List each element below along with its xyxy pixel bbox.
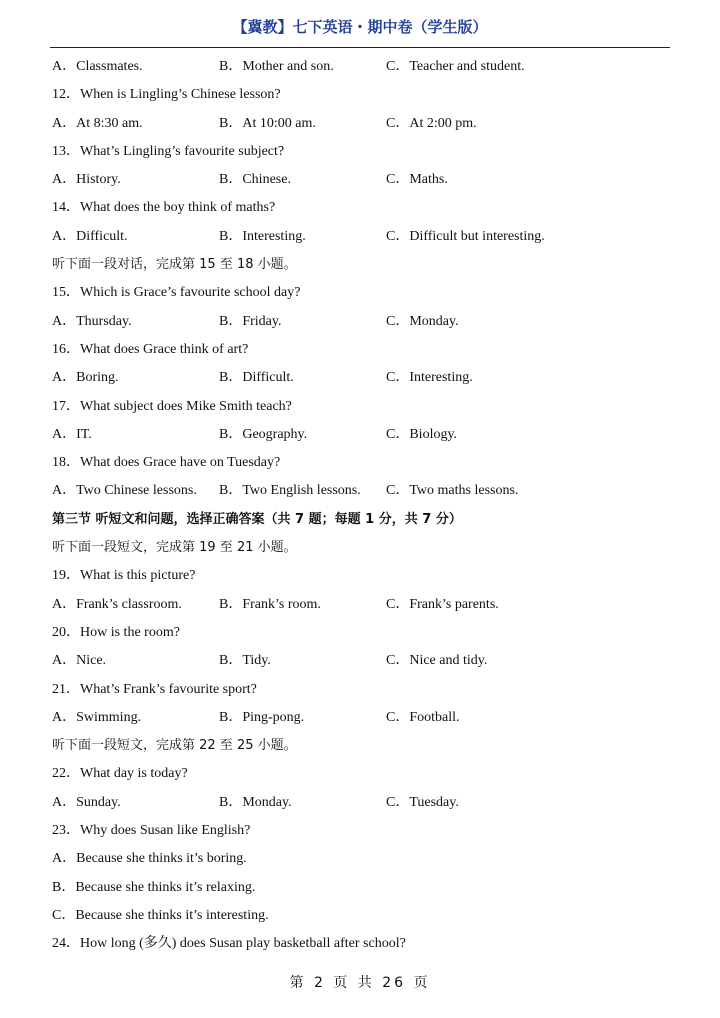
question-text: 12．When is Lingling’s Chinese lesson?	[52, 87, 281, 103]
answer-options-row	[52, 477, 672, 505]
option-a: A．At 8:30 am.	[52, 115, 143, 131]
option-b: B．Ping-pong.	[219, 709, 305, 725]
section-heading: 第三节 听短文和问题，选择正确答案（共 7 题；每题 1 分，共 7 分）	[52, 511, 462, 527]
option-a: A．Sunday.	[52, 794, 121, 810]
question-text: C．Because she thinks it’s interesting.	[52, 907, 269, 923]
option-c: C．Biology.	[386, 426, 458, 442]
option-a: A．Classmates.	[52, 59, 143, 74]
question-text: 24．How long (多久) does Susan play basketball after school?	[52, 936, 406, 952]
option-b: B．Difficult.	[219, 370, 294, 386]
question-text: 14．What does the boy think of maths?	[52, 200, 276, 216]
answer-options-row	[52, 591, 672, 619]
question-text: 13．What’s Lingling’s favourite subject?	[52, 143, 285, 159]
answer-options-row	[52, 308, 672, 336]
question-text: A．Because she thinks it’s boring.	[52, 851, 247, 867]
answer-options-row	[52, 647, 672, 675]
option-c: C．Interesting.	[386, 370, 473, 386]
answer-options-row	[52, 704, 672, 732]
instruction-text: 听下面一段对话，完成第 15 至 18 小题。	[52, 257, 297, 273]
option-b: B．Chinese.	[219, 172, 291, 188]
option-c: C．Tuesday.	[386, 794, 459, 810]
question-text: 16．What does Grace think of art?	[52, 341, 249, 357]
question-text: 20．How is the room?	[52, 624, 180, 640]
option-b: B．At 10:00 am.	[219, 115, 316, 131]
option-c: C．Football.	[386, 709, 460, 725]
option-a: A．Difficult.	[52, 228, 128, 244]
option-a: A．Boring.	[52, 370, 119, 386]
answer-options-row	[52, 789, 672, 817]
header-rule	[50, 47, 670, 48]
answer-options-row	[52, 166, 672, 194]
page-header: 【冀教】七下英语・期中卷（学生版）	[232, 18, 488, 36]
question-text: 22．What day is today?	[52, 766, 188, 782]
question-text: 15．Which is Grace’s favourite school day?	[52, 285, 301, 301]
answer-options-row	[52, 421, 672, 449]
option-a: A．IT.	[52, 426, 92, 442]
answer-options-row	[52, 364, 672, 392]
question-text: 18．What does Grace have on Tuesday?	[52, 455, 281, 471]
option-c: C．Frank’s parents.	[386, 596, 499, 612]
option-a: A．History.	[52, 172, 121, 188]
option-b: B．Monday.	[219, 794, 292, 810]
option-c: C．Monday.	[386, 313, 459, 329]
option-b: B．Tidy.	[219, 653, 271, 669]
question-list	[52, 53, 672, 959]
option-a: A．Frank’s classroom.	[52, 596, 182, 612]
option-a: A．Swimming.	[52, 709, 142, 725]
option-c: C．Teacher and student.	[386, 59, 525, 74]
option-c: C．Two maths lessons.	[386, 483, 519, 499]
option-b: B．Friday.	[219, 313, 282, 329]
question-text: B．Because she thinks it’s relaxing.	[52, 879, 256, 895]
answer-options-row	[52, 53, 672, 81]
option-c: C．Maths.	[386, 172, 448, 188]
question-text: 19．What is this picture?	[52, 568, 196, 584]
question-text: 17．What subject does Mike Smith teach?	[52, 398, 292, 414]
option-c: C．Difficult but interesting.	[386, 228, 545, 244]
question-text: 21．What’s Frank’s favourite sport?	[52, 681, 257, 697]
page-number: 第 2 页 共 26 页	[289, 975, 431, 991]
option-b: B．Frank’s room.	[219, 596, 321, 612]
option-b: B．Interesting.	[219, 228, 306, 244]
option-c: C．Nice and tidy.	[386, 653, 488, 669]
option-b: B．Mother and son.	[219, 59, 334, 74]
answer-options-row	[52, 110, 672, 138]
instruction-text: 听下面一段短文，完成第 19 至 21 小题。	[52, 540, 297, 556]
instruction-text: 听下面一段短文，完成第 22 至 25 小题。	[52, 738, 297, 754]
option-b: B．Geography.	[219, 426, 308, 442]
option-b: B．Two English lessons.	[219, 483, 361, 499]
option-a: A．Two Chinese lessons.	[52, 483, 197, 499]
option-a: A．Nice.	[52, 653, 107, 669]
question-text: 23．Why does Susan like English?	[52, 823, 251, 839]
option-a: A．Thursday.	[52, 313, 132, 329]
option-c: C．At 2:00 pm.	[386, 115, 477, 131]
answer-options-row	[52, 223, 672, 251]
